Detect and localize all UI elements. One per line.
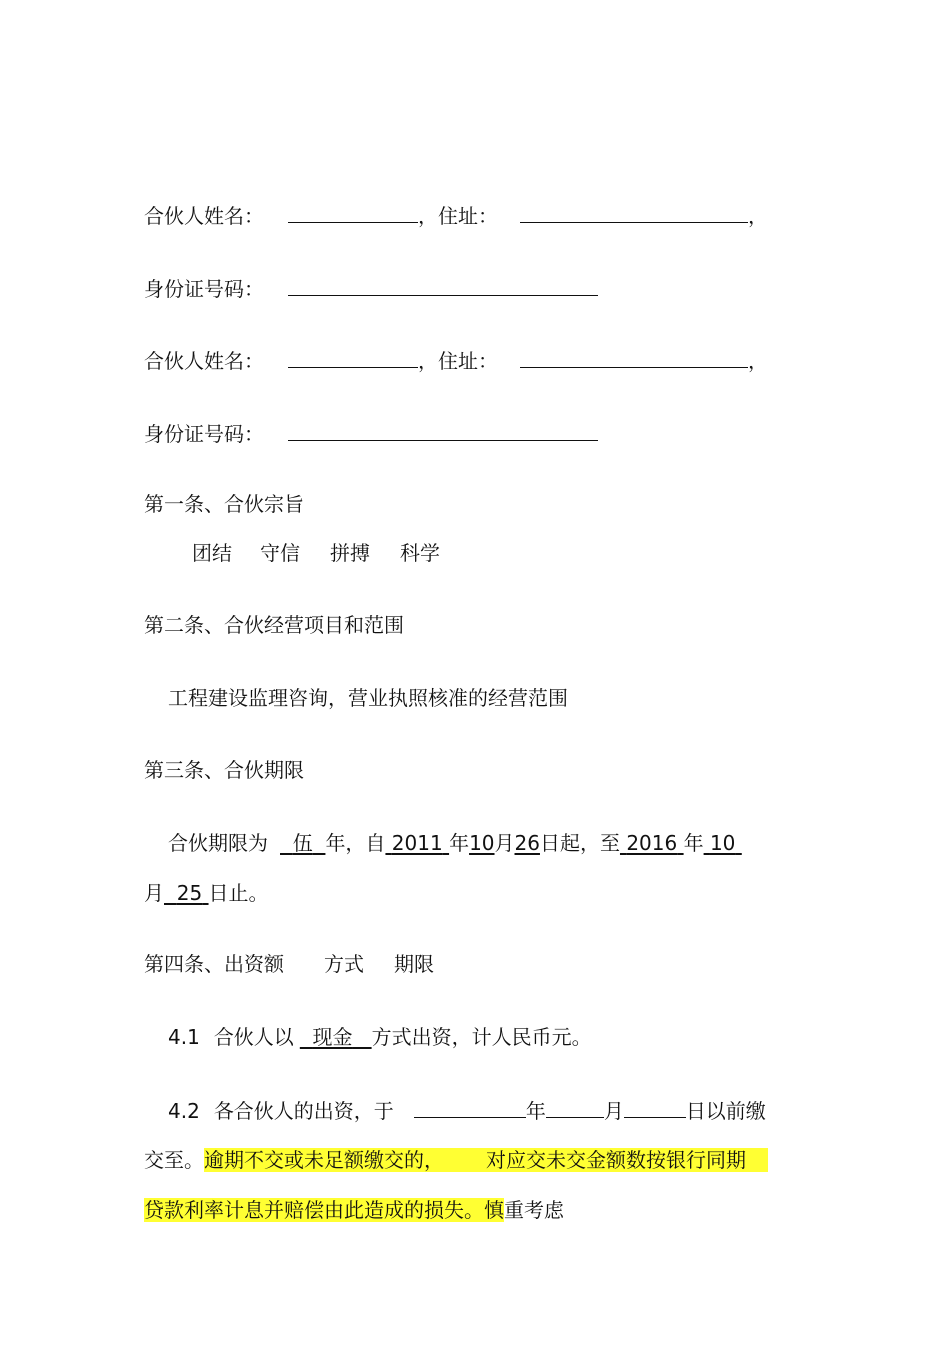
- deadline-day-field[interactable]: [624, 1095, 686, 1118]
- deadline-month-field[interactable]: [546, 1095, 604, 1118]
- id-number-field[interactable]: [288, 418, 598, 441]
- partner-name-label: 合伙人姓名：: [144, 204, 264, 228]
- clause-number: 4.2: [168, 1099, 200, 1123]
- article-4-heading-b: 方式: [324, 952, 364, 976]
- contribution-method-value: 现金: [312, 1025, 353, 1049]
- motto-item: 团结: [192, 541, 232, 565]
- highlight-segment: 对应交未交金额数按银行同期: [486, 1148, 746, 1172]
- clause-text: 日以前缴: [685, 1099, 766, 1123]
- clause-4-2: [168, 1095, 766, 1125]
- term-text: 年，自: [325, 831, 386, 855]
- article-4-heading-c: 期限: [394, 952, 434, 976]
- address-label: ，住址：: [418, 349, 498, 373]
- clause-4-2-line3: [144, 1196, 564, 1224]
- end-month-value: 10: [709, 831, 736, 855]
- start-year-field[interactable]: [385, 831, 449, 855]
- clause-text: 重考虑: [504, 1198, 564, 1222]
- term-years-field[interactable]: [280, 831, 325, 855]
- end-day-value: 25: [176, 881, 203, 905]
- clause-text: 月: [603, 1099, 624, 1123]
- term-text: 月: [494, 831, 515, 855]
- term-text: 月: [144, 881, 164, 905]
- term-text: 合伙期限为: [168, 831, 268, 855]
- article-3-heading: 第三条、合伙期限: [144, 758, 304, 782]
- id-number-label: 身份证号码：: [144, 277, 264, 301]
- partner-name-field[interactable]: [288, 345, 418, 368]
- end-month-field[interactable]: [704, 831, 742, 855]
- start-year-value: 2011: [391, 831, 443, 855]
- article-4-heading: [144, 950, 434, 978]
- clause-text: 方式出资，计人民币元。: [371, 1025, 592, 1049]
- clause-text: 年: [525, 1099, 546, 1123]
- article-2-body: 工程建设监理咨询，营业执照核准的经营范围: [168, 686, 568, 710]
- term-text: 年: [683, 831, 704, 855]
- highlight-segment: 逾期不交或未足额缴交的，: [204, 1148, 444, 1172]
- motto-item: 拼搏: [330, 541, 370, 565]
- deadline-year-field[interactable]: [414, 1095, 526, 1118]
- clause-4-2-line2: [144, 1146, 768, 1174]
- partner-name-label: 合伙人姓名：: [144, 349, 264, 373]
- term-years-value: 伍: [292, 831, 313, 855]
- article-1-heading: 第一条、合伙宗旨: [144, 492, 304, 516]
- article-3-term-line1: [168, 829, 742, 857]
- row-tail: ，: [748, 204, 768, 228]
- contribution-method-field[interactable]: [300, 1025, 372, 1049]
- article-2-heading: 第二条、合伙经营项目和范围: [144, 613, 404, 637]
- address-field[interactable]: [520, 200, 748, 223]
- highlighted-text: [204, 1148, 768, 1172]
- clause-4-1: [168, 1023, 592, 1051]
- id-number-label: 身份证号码：: [144, 422, 264, 446]
- article-3-term-line2: [144, 879, 269, 907]
- address-label: ，住址：: [418, 204, 498, 228]
- end-year-field[interactable]: [620, 831, 684, 855]
- motto-item: 守信: [260, 541, 300, 565]
- highlighted-text: 贷款利率计息并赔偿由此造成的损失。慎: [144, 1198, 504, 1222]
- end-day-field[interactable]: [164, 881, 209, 905]
- term-text: 日起，至: [539, 831, 620, 855]
- term-text: 日止。: [208, 881, 269, 905]
- clause-text: 合伙人以: [213, 1025, 294, 1049]
- term-text: 年: [449, 831, 470, 855]
- start-month-field[interactable]: 10: [469, 831, 495, 855]
- clause-number: 4.1: [168, 1025, 200, 1049]
- id-number-field[interactable]: [288, 273, 598, 296]
- partner-2-row: [144, 345, 768, 375]
- partner-2-id-row: [144, 418, 598, 448]
- start-day-field[interactable]: 26: [514, 831, 540, 855]
- partner-1-row: [144, 200, 768, 230]
- article-1-motto: [192, 539, 440, 567]
- partner-name-field[interactable]: [288, 200, 418, 223]
- motto-item: 科学: [400, 541, 440, 565]
- partner-1-id-row: [144, 273, 598, 303]
- clause-text: 各合伙人的出资，于: [213, 1099, 394, 1123]
- row-tail: ，: [748, 349, 768, 373]
- clause-text: 交至。: [144, 1148, 204, 1172]
- article-4-heading-a: 第四条、出资额: [144, 952, 284, 976]
- address-field[interactable]: [520, 345, 748, 368]
- end-year-value: 2016: [626, 831, 678, 855]
